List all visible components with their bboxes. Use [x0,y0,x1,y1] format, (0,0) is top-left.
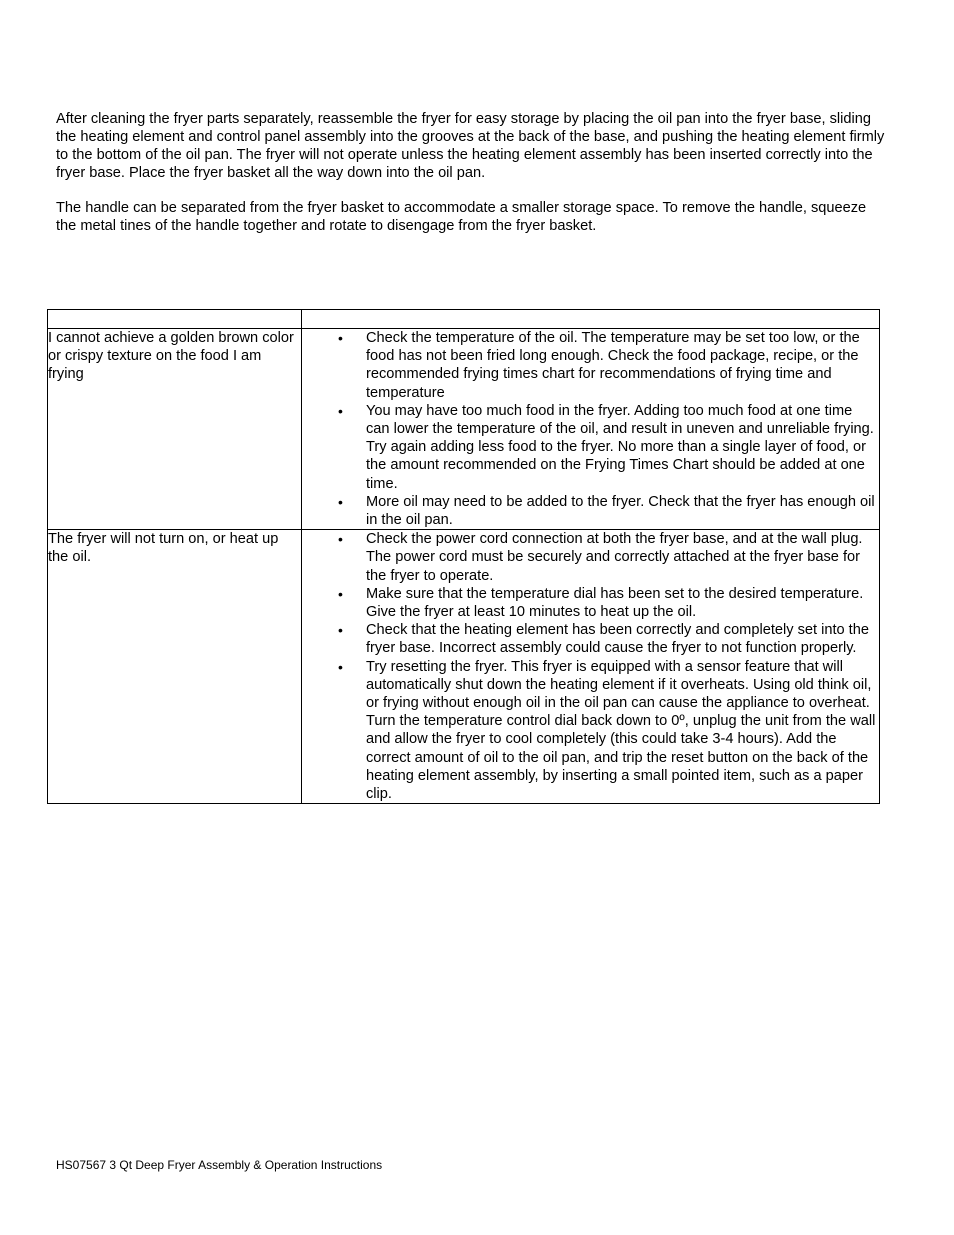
solution-item [302,530,879,585]
solution-text: Try resetting the fryer. This fryer is equipped with a sensor feature that will automatically shut down the heating element if it overheats. Using old think oil, or frying without enough oil in the oil pan can cause the appliance to overheat. Turn the temperature control dial back down to 0º, unplug the unit from the wall and allow the fryer to cool completely (this could take 3-4 hours). Add the correct amount of oil to the oil pan, and trip the reset button on the back of the heating element assembly, by inserting a small pointed item, such as a paper clip. [366,658,876,803]
solution-cell [302,329,880,530]
solution-text: Check the power cord connection at both the fryer base, and at the wall plug. The power cord must be securely and correctly attached at the fryer base for the fryer to operate. [366,531,863,584]
troubleshooting-table [47,309,880,804]
table-header-row [48,310,880,329]
table-row [48,530,880,804]
bullet-icon: • [338,330,343,346]
bullet-icon: • [338,622,343,639]
solution-text: Check that the heating element has been correctly and completely set into the fryer base. Incorrect assembly could cause the fryer to not function properly. [366,622,869,657]
solution-list [302,329,879,529]
storage-paragraph: After cleaning the fryer parts separately, reassemble the fryer for easy storage by placing the oil pan into the fryer base, sliding the heating element and control panel assembly into the grooves at the back of the base, and pushing the heating element firmly to the bottom of the oil pan. The fryer will not operate unless the heating element assembly has been inserted correctly into the fryer base. Place the fryer basket all the way down into the oil pan. [56,111,885,181]
page-footer: HS07567 3 Qt Deep Fryer Assembly & Operation Instructions [56,1158,383,1172]
bullet-icon: • [338,402,343,419]
solution-text: You may have too much food in the fryer. Adding too much food at one time can lower the temperature of the oil, and result in uneven and unreliable frying. Try again adding less food to the fryer. No more than a single layer of food, or the amount recommended on the Frying Times Chart should be added at one time. [366,402,874,492]
solution-list [302,530,879,803]
table-row [48,329,880,530]
header-cell-problem [48,310,302,329]
header-cell-solution [302,310,880,329]
solution-item [302,329,879,402]
solution-text: Make sure that the temperature dial has been set to the desired temperature. Give the fryer at least 10 minutes to heat up the oil. [366,585,864,621]
handle-paragraph: The handle can be separated from the fryer basket to accommodate a smaller storage space. To remove the handle, squeeze the metal tines of the handle together and rotate to disengage from the fryer basket. [56,200,867,234]
bullet-icon: • [338,658,343,675]
bullet-icon: • [338,493,343,510]
bullet-icon: • [338,531,343,548]
solution-text: More oil may need to be added to the fryer. Check that the fryer has enough oil in the oil pan. [366,493,875,529]
problem-cell: The fryer will not turn on, or heat up the oil. [48,530,302,804]
problem-cell: I cannot achieve a golden brown color or crispy texture on the food I am frying [48,329,302,530]
solution-item [302,493,879,529]
solution-cell [302,530,880,804]
solution-item [302,585,879,621]
solution-item [302,658,879,804]
solution-text: Check the temperature of the oil. The temperature may be set too low, or the food has not been fried long enough. Check the food package, recipe, or the recommended frying times chart for recommendations of frying time and temperature [366,330,860,401]
solution-item [302,402,879,493]
bullet-icon: • [338,585,343,602]
solution-item [302,621,879,657]
